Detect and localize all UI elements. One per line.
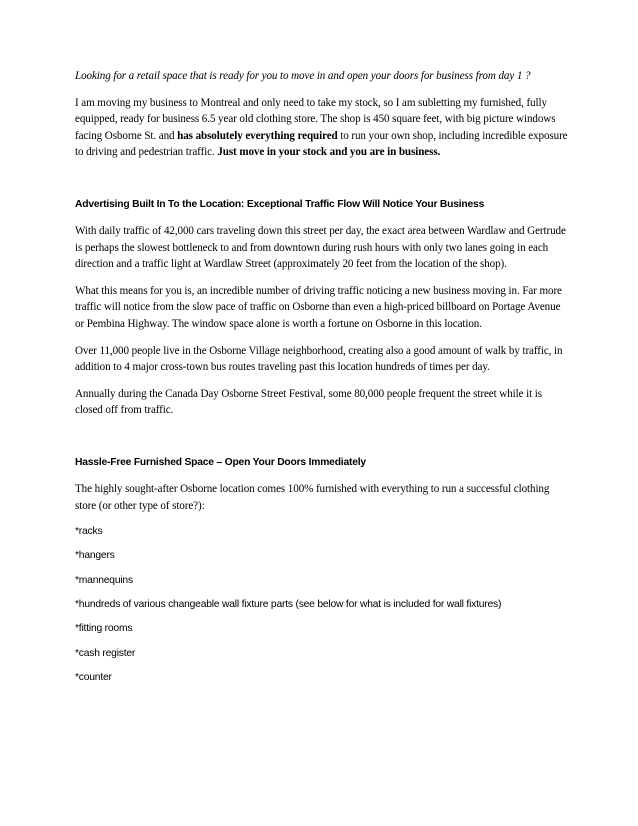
paragraph-furnished: The highly sought-after Osborne location comes 100% furnished with everything to run a successful clothing store (or other type of store?):	[75, 482, 550, 512]
paragraph-traffic: With daily traffic of 42,000 cars traveling down this street per day, the exact area between Wardlaw and Gertrude is perhaps the slowest bottleneck to and from downtown during rush hours with only two lanes going in each direction and a traffic light at Wardlaw Street (approximately 20 feet from the location of the shop).	[75, 224, 566, 271]
section-spacer	[75, 429, 571, 455]
intro-paragraph-bold-b: has absolutely everything required	[177, 129, 338, 142]
list-item-mannequins: *mannequins	[75, 574, 133, 586]
list-item-counter: *counter	[75, 671, 112, 683]
paragraph-meaning: What this means for you is, an incredible number of driving traffic noticing a new business moving in. Far more traffic will notice from the slow pace of traffic on Osborne than even a high-priced billboard on Portage Avenue or Pembina Highway. The window space alone is worth a fortune on Osborne in this location.	[75, 284, 562, 330]
intro-paragraph-text-a: I am moving my business to Montreal and only need to take my stock, so I am subletting my furnished, fully equipped, ready for business 6.5 year old clothing store. The shop is 450 square feet, with big picture windows facing Osborne St. and	[75, 96, 556, 142]
list-item-hangers: *hangers	[75, 550, 115, 562]
list-item-racks: *racks	[75, 526, 103, 538]
section-heading-advertising: Advertising Built In To the Location: Exceptional Traffic Flow Will Notice Your Business	[75, 198, 485, 210]
document-body	[75, 68, 571, 694]
section-heading-furnished: Hassle-Free Furnished Space – Open Your Doors Immediately	[75, 456, 366, 468]
intro-line: Looking for a retail space that is ready for you to move in and open your doors for business from day 1 ?	[75, 70, 531, 82]
intro-paragraph-text-c: to run your own shop, including incredible exposure to driving and pedestrian traffic.	[75, 129, 568, 159]
section-spacer	[75, 171, 571, 197]
list-item-cash-register: *cash register	[75, 647, 136, 659]
paragraph-neighborhood: Over 11,000 people live in the Osborne Village neighborhood, creating also a good amount of walk by traffic, in addition to 4 major cross-town bus routes traveling past this location hundreds of times per day.	[75, 344, 563, 374]
intro-paragraph-bold-d: Just move in your stock and you are in business.	[217, 146, 441, 159]
intro-paragraph	[75, 95, 571, 161]
list-item-wall-fixtures: *hundreds of various changeable wall fixture parts (see below for what is included for wall fixtures)	[75, 598, 502, 610]
list-item-fitting-rooms: *fitting rooms	[75, 623, 133, 635]
paragraph-festival: Annually during the Canada Day Osborne Street Festival, some 80,000 people frequent the street while it is closed off from traffic.	[75, 387, 542, 417]
